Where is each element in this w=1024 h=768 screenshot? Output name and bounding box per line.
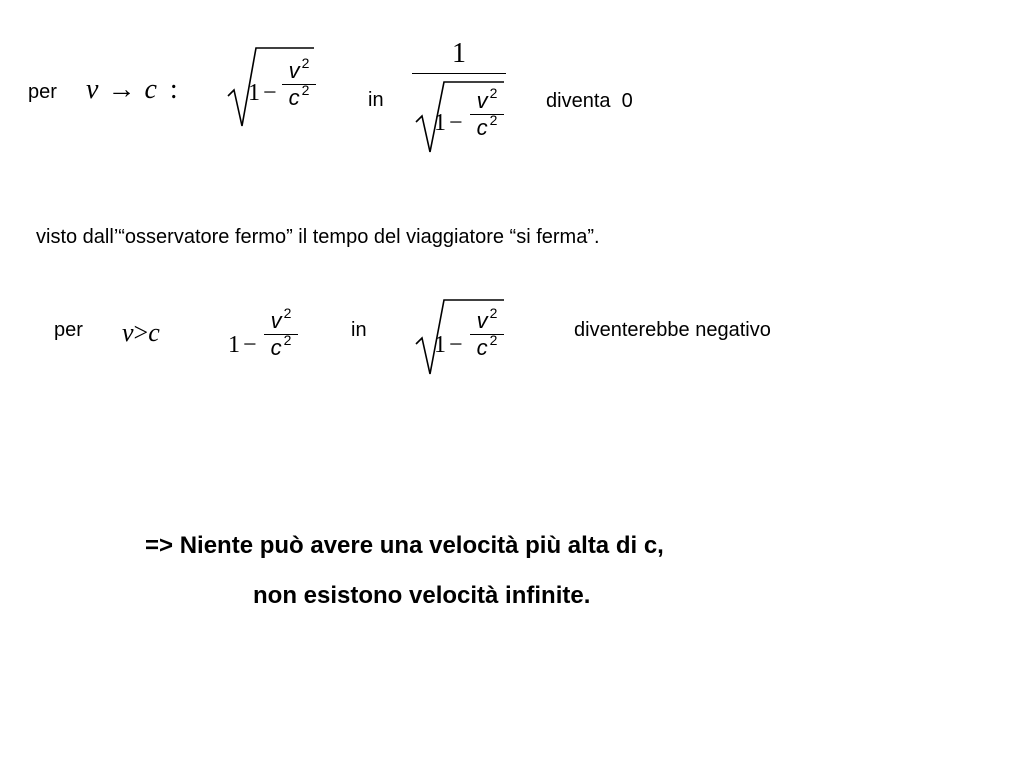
row2-condition <box>122 318 160 348</box>
fraction-denominator: c $^2$ <box>476 332 498 360</box>
row2-expr1-one-minus: 1 − <box>228 332 257 358</box>
fraction-denominator: c $^2$ <box>270 332 292 360</box>
greater-than-symbol: > <box>133 318 149 347</box>
fraction-denominator: c $^2$ <box>288 82 310 110</box>
velocity-symbol: v <box>86 74 99 105</box>
row1-expr2-one-minus: 1 − <box>434 110 463 136</box>
row2-expr2-one-minus: 1 − <box>434 332 463 358</box>
row2-expr2-fraction <box>470 305 504 361</box>
row1-expr2-numerator: 1 <box>452 38 466 69</box>
fraction-denominator: c $^2$ <box>476 112 498 140</box>
row1-expr1-one-minus: 1 − <box>248 80 277 106</box>
tends-to-arrow: → <box>107 74 136 105</box>
row1-result: diventa 0 <box>546 90 633 112</box>
row1-per-label: per <box>28 81 57 103</box>
row1-in-label: in <box>368 89 384 111</box>
fraction-numerator: v $^2$ <box>270 305 292 333</box>
row2-per-label: per <box>54 319 83 341</box>
row1-expr1-fraction <box>282 55 316 111</box>
row1-expr2-main-bar <box>412 73 506 74</box>
row1-condition <box>86 74 178 106</box>
row2-in-label: in <box>351 319 367 341</box>
fraction-numerator: v $^2$ <box>476 305 498 333</box>
row1-expr2-fraction <box>470 85 504 141</box>
conclusion-line-2: non esistono velocità infinite. <box>253 582 591 609</box>
colon-symbol: : <box>169 74 178 105</box>
fraction-numerator: v $^2$ <box>476 85 498 113</box>
light-speed-symbol: c <box>148 318 160 347</box>
velocity-symbol: v <box>122 318 134 347</box>
observer-statement: visto dall’“osservatore fermo” il tempo del viaggiatore “si ferma”. <box>36 226 600 248</box>
fraction-numerator: v $^2$ <box>288 55 310 83</box>
row2-result: diventerebbe negativo <box>574 319 771 341</box>
light-speed-symbol: c <box>144 74 157 105</box>
conclusion-line-1: => Niente può avere una velocità più alta di c, <box>145 532 664 559</box>
row2-expr1-fraction <box>264 305 298 361</box>
